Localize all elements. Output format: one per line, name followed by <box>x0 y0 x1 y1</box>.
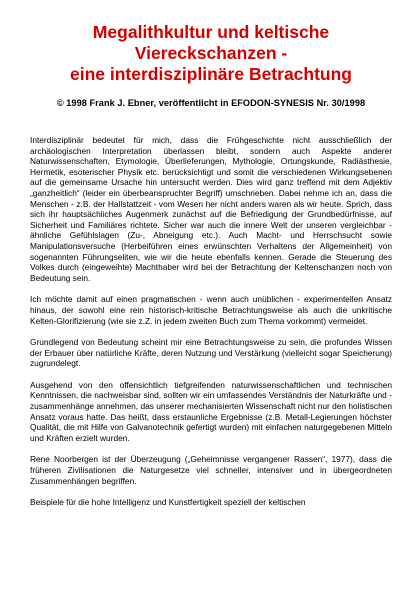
title-line-1: Megalithkultur und keltische <box>92 22 330 42</box>
body-paragraph-1: Interdisziplinär bedeutet für mich, dass die Frühgeschichte nicht ausschließlich der archäologischen Interpretation überlassen bleibt, sondern auch Aspekte anderer Naturwissenschaften, Etymologie, Überlieferungen, Mythologie, Ortungskunde, Radiästhesie, Hermetik, esoterischer Physik etc. berücksichtigt und somit die verschiedenen Wirkungsebenen auf die gemeinsame Ursache hin untersucht werden. Dies wird ganz treffend mit dem Adjektiv „ganzheitlich“ (leider ein überbeanspruchter Begriff) umschrieben. Dabei nehme ich an, dass die Menschen - z.B. der Hallstattzeit - vom Wesen her nicht anders waren als wir heute. Sprich, dass sich ihr hauptsächliches Augenmerk zunächst auf die Befriedigung der Grundbedürfnisse, auf Sicherheit und Familiäres richtete. Sicher war auch die innere Welt der unseren vergleichbar - ähnliche Gefühlslagen (Zu-, Abneigung etc.). Auch Macht- und Herrschsucht sowie Manipulationsversuche (Herbeiführen eines erwünschten Verhaltens der Allgemeinheit) von sogenannten Führungseliten, wie wir die heute ebenfalls kennen. Gerade die Steuerung des Volkes durch (eingeweihte) Machthaber wird bei der Betrachtung der Keltenschanzen noch von Bedeutung sein. <box>30 135 392 283</box>
title-line-2: Viereckschanzen - <box>134 43 288 63</box>
body-paragraph-3: Grundlegend von Bedeutung scheint mir eine Betrachtungsweise zu sein, die profundes Wissen der Erbauer über natürliche Kräfte, deren Nutzung und Verstärkung (vielleicht sogar Speicherung) zugrundelegt. <box>30 337 392 369</box>
page-title <box>30 22 392 85</box>
body-paragraph-6: Beispiele für die hohe Intelligenz und Kunstfertigkeit speziell der keltischen <box>30 497 306 508</box>
body-paragraph-4: Ausgehend von den offensichtlich tiefgreifenden naturwissenschaftlichen und technischen Kenntnissen, die nachweisbar sind, sollten wir ein umfassendes Verständnis der Naturkräfte und -zusammenhänge annehmen, das unserer mechanisierten Wissenschaft nicht nur den holistischen Ansatz voraus hatte. Das heißt, dass erstaunliche Ergebnisse (z.B. Metall-Legierungen höchster Qualität, die mit Hilfe von Galvanotechnik gefertigt wurden) mit einfachen naturgegebenen Mitteln und Kräften erzielt wurden. <box>30 379 392 443</box>
title-line-3: eine interdisziplinäre Betrachtung <box>70 64 352 84</box>
copyright-notice: © 1998 Frank J. Ebner, veröffentlicht in EFODON-SYNESIS Nr. 30/1998 <box>56 98 366 108</box>
body-paragraph-5: Rene Noorbergen ist der Überzeugung („Geheimnisse vergangener Rassen“, 1977), dass die früheren Zivilisationen die Naturgesetze viel schneller, intensiver und in übergeordneten Zusammenhängen begriffen. <box>30 454 392 486</box>
body-paragraph-2: Ich möchte damit auf einen pragmatischen - wenn auch unüblichen - experimentellen Ansatz hinaus, der sowohl eine rein historisch-kritische Betrachtungsweise als auch die unkritische Kelten-Glorifizierung (wie sie z.Z. in jedem zweiten Buch zum Thema vorkommt) vermeidet. <box>30 294 392 326</box>
